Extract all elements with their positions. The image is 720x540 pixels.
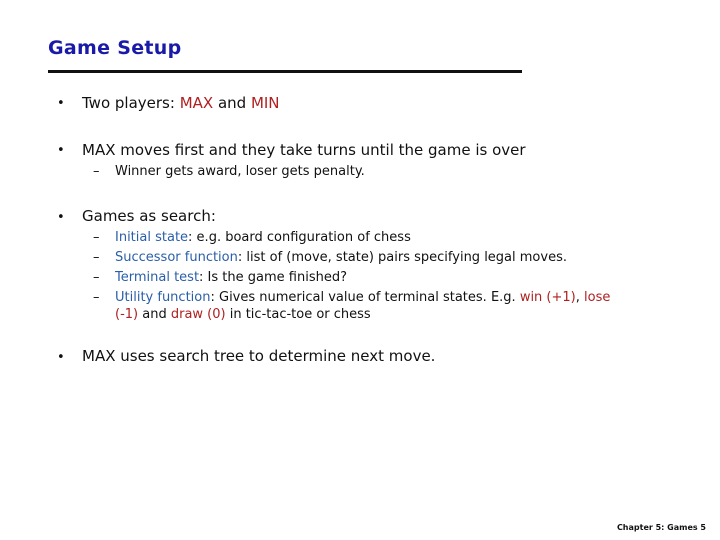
slide-footer: Chapter 5: Games 5 [616,523,706,532]
slide-title: Game Setup [48,37,182,59]
sub-utility-function: Utility function: Gives numerical value of terminal states. E.g. win (+1), lose [115,290,611,305]
bullet-marker: • [57,210,65,225]
sub-dash: – [93,250,100,265]
sub-dash: – [93,164,100,179]
sub-dash: – [93,230,100,245]
bullet-max-search-tree: MAX uses search tree to determine next move. [82,347,436,365]
sub-winner-award: Winner gets award, loser gets penalty. [115,164,365,179]
sub-utility-function-continued: (-1) and draw (0) in tic-tac-toe or chess [115,307,371,322]
bullet-marker: • [57,350,65,365]
sub-dash: – [93,270,100,285]
title-underline [48,70,522,73]
min-label: MIN [250,94,280,112]
sub-initial-state: Initial state: e.g. board configuration of chess [115,230,411,245]
sub-successor-function: Successor function: list of (move, state) pairs specifying legal moves. [115,250,567,265]
bullet-two-players: Two players: MAX and MIN [82,94,280,112]
sub-dash: – [93,290,100,305]
bullet-max-moves-first: MAX moves first and they take turns until the game is over [82,141,526,159]
max-label: MAX [179,94,214,112]
bullet-games-as-search: Games as search: [82,207,216,225]
bullet-marker: • [57,143,65,158]
bullet-marker: • [57,96,65,111]
sub-terminal-test: Terminal test: Is the game finished? [115,270,347,285]
